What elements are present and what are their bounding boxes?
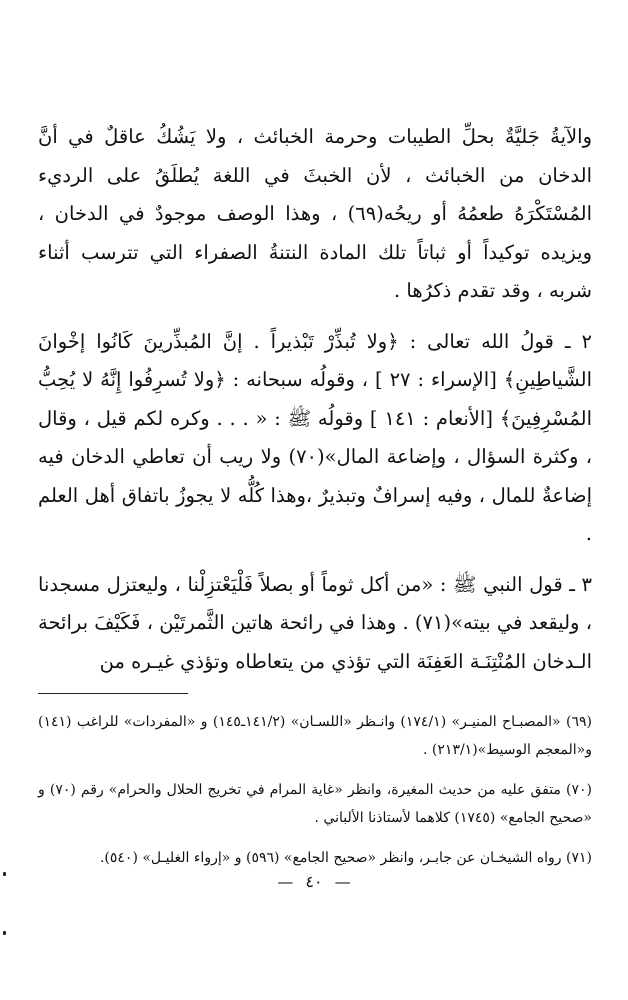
dash-right: — — [334, 872, 351, 891]
page-body — [38, 118, 592, 884]
dash-left: — — [277, 872, 294, 891]
paragraph-2 — [38, 323, 592, 554]
footnote-69: (٦٩) «المصبـاح المنيـر» (١٧٤/١) وانـظر «اللسـان» (١٤١/٢ـ١٤٥) و «المفردات» للراغب (١٤١) و«المعجم الوسيط»(٢١٣/١) . — [38, 714, 592, 758]
page-number — [0, 872, 628, 891]
margin-mark-bottom — [3, 931, 6, 935]
footnote-separator — [38, 693, 188, 694]
paragraph-3-text: ٣ ـ قول النبي ﷺ : «من أكل ثوماً أو بصلاً فَلْيَعْتزِلْنا ، وليعتزل مسجدنا ، وليقعد في بيته»(٧١) . وهذا في رائحة هاتين الثَّمرتَيْن ، فَكَيْفَ برائحة الـدخان المُنْتِنَـة العَفِنَة التي تؤذي من يتعاطاه وتؤذي غيـره من — [38, 572, 592, 673]
page-number-text: ٤٠ — [305, 872, 323, 891]
paragraph-1-text: والآيةُ جَليَّةٌ بحلِّ الطيبات وحرمة الخبائث ، ولا يَشُكُ عاقلٌ في أنَّ الدخان من الخبائث ، لأن الخبثَ في اللغة يُطلَقُ على الرديء المُسْتَكْرَهُ طعمُهُ أو ريحُه(٦٩) ، وهذا الوصف موجودٌ في الدخان ، ويزيده توكيداً أو ثباتاً تلك المادة النتنةُ الصفراء التي تترسب أثناء شربه ، وقد تقدم ذكرُها . — [38, 125, 592, 302]
paragraph-3 — [38, 566, 592, 682]
margin-mark-top — [3, 872, 6, 876]
paragraph-2-text: ٢ ـ قولُ الله تعالى : ﴿ولا تُبذِّرْ تَبْذيراً . إنَّ المُبذِّرينَ كَانُوا إخْوانَ الشَّياطِينِ﴾ [الإسراء : ٢٧ ] ، وقولُه سبحانه : ﴿ولا تُسرِفُوا إِنَّهُ لا يُحِبُّ المُسْرِفِينَ﴾ [الأنعام : ١٤١ ] وقولُه ﷺ : « . . . وكره لكم قيل ، وقال ، وكثرة السؤال ، وإضاعة المال»(٧٠) ولا ريب أن تعاطي الدخان فيه إضاعةٌ للمال ، وفيه إسرافٌ وتبذيرٌ ،وهذا كُلُّه لا يجوزُ باتفاق أهل العلم . — [38, 329, 592, 545]
footnote-71: (٧١) رواه الشيخـان عن جابـر، وانظر «صحيح الجامع» (٥٩٦) و «إرواء الغليـل» (٥٤٠). — [99, 850, 592, 866]
paragraph-1 — [38, 118, 592, 311]
footnote-70: (٧٠) متفق عليه من حديث المغيرة، وانظر «غاية المرام في تخريج الحلال والحرام» رقم (٧٠) و «صحيح الجامع» (١٧٤٥) كلاهما لأستاذنا الألباني . — [38, 782, 592, 826]
